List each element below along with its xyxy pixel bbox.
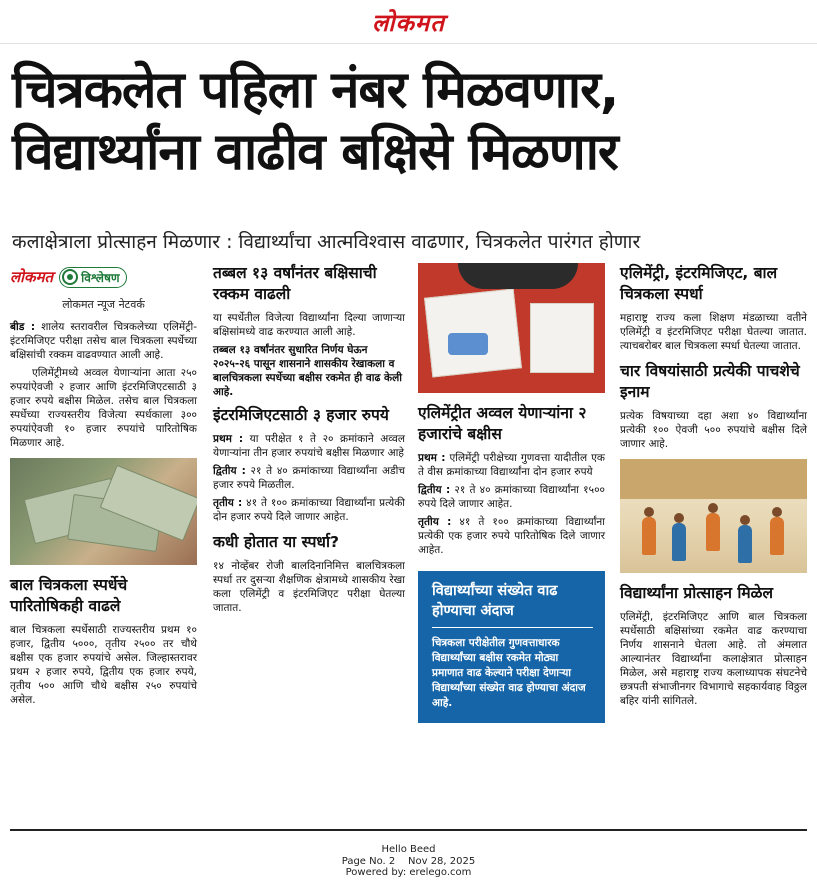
page-info (0, 856, 817, 868)
intro-text: शालेय स्तरावरील चित्रकलेच्या एलिमेंट्री-इंटरमिजिएट परीक्षा तसेच बाल चित्रकला स्पर्धेच्या बक्षिसांची रक्कम वाढवण्यात आली आहे. (10, 321, 198, 361)
page-number: Page No. 2 (341, 855, 396, 867)
powered-by: Powered by: erelego.com (345, 867, 472, 878)
article-body (620, 610, 807, 708)
section-heading: एलिमेंट्रीत अव्वल येणाऱ्यांना २ हजारांचे बक्षीस (418, 404, 587, 443)
prize-first (213, 432, 405, 460)
analysis-badge-label: विश्लेषण (81, 270, 120, 285)
section-heading: एलिमेंट्री, इंटरमिजिएट, बाल चित्रकला स्पर्धा (620, 264, 778, 303)
prize-third (213, 496, 405, 524)
badge-icon (62, 269, 78, 285)
paragraph: या स्पर्धेतील विजेत्या विद्यार्थ्यांना दिल्या जाणाऱ्या बक्षिसांमध्ये वाढ करण्यात आली आहे. (213, 312, 405, 338)
prize-first (418, 451, 605, 479)
paragraph: महाराष्ट्र राज्य कला शिक्षण मंडळाच्या वतीने एलिमेंट्री व इंटरमिजिएट परीक्षा घेतल्या जातात. त्याचबरोबर बाल चित्रकला स्पर्धा घेतल्या जातात. (620, 312, 807, 352)
child-figure (642, 517, 656, 555)
article-body (213, 559, 405, 615)
subheadline: कलाक्षेत्राला प्रोत्साहन मिळणार : विद्यार्थ्यांचा आत्मविश्वास वाढणार, चित्रकलेत पारंगत होणार (12, 231, 641, 253)
prize-text: एलिमेंट्री परीक्षेच्या गुणवत्ता यादीतील एक ते वीस क्रमांकाच्या विद्यार्थ्यांना दोन हजार रुपये (418, 452, 605, 478)
paragraph: एलिमेंट्री, इंटरमिजिएट आणि बाल चित्रकला स्पर्धेसाठी बक्षिसांच्या रकमेत वाढ करण्याचा निर्णय शासनाने घेतला आहे. तो अंमलात आल्यानंतर विद्यार्थ्यांना कलाक्षेत्रात प्रोत्साहन मिळेल, असे महाराष्ट्र राज्य कलाध्यापक संघटनेचे छत्रपती संभाजीनगर विभागाचे सहकार्यवाह विठ्ठल बहिर यांनी सांगितले. (620, 611, 807, 707)
prize-label: तृतीय : (418, 516, 452, 528)
article-body (213, 311, 405, 339)
masthead (0, 0, 817, 44)
article-body (620, 311, 807, 353)
column-3 (418, 263, 605, 723)
prize-second (213, 464, 405, 492)
info-box-text: चित्रकला परीक्षेतील गुणवत्ताधारक विद्यार्थ्यांच्या बक्षीस रकमेत मोठ्या प्रमाणात वाढ केल्याने परीक्षा देणाऱ्या विद्यार्थ्यांच्या संख्येत वाढ होण्याचा अंदाज आहे. (432, 637, 586, 709)
section-heading: कधी होतात या स्पर्धा? (213, 533, 339, 551)
currency-photo (10, 458, 197, 565)
dateline: बीड : (10, 321, 36, 333)
child-silhouette (458, 263, 578, 289)
section-heading: इंटरमिजिएटसाठी ३ हजार रुपये (213, 406, 389, 424)
paragraph: बाल चित्रकला स्पर्धेसाठी राज्यस्तरीय प्रथम १० हजार, द्वितीय ५०००, तृतीय २५०० तर चौथे बक्षीस एक हजार रुपयांचे असेल. जिल्हास्तरावर प्रथम २ हजार रुपये, द्वितीय एक हजार रुपये, तृतीय ५०० आणि चौथे बक्षीस २५० रुपयांचे असेल. (10, 624, 197, 706)
prize-label: तृतीय : (213, 497, 243, 509)
prize-second (418, 483, 605, 511)
analysis-badge (59, 267, 126, 288)
prize-label: द्वितीय : (418, 484, 451, 496)
intro-paragraph (10, 320, 197, 362)
children-painting-photo (418, 263, 605, 393)
school-building (620, 459, 807, 499)
child-figure (672, 523, 686, 561)
article-body (213, 432, 405, 524)
section-heading: विद्यार्थ्यांना प्रोत्साहन मिळेल (620, 584, 773, 602)
column-1 (10, 263, 197, 711)
headline (12, 60, 807, 184)
lokmat-small-logo: लोकमत (10, 268, 54, 286)
brand-strip (10, 263, 197, 291)
byline: लोकमत न्यूज नेटवर्क (62, 298, 145, 311)
section-heading: बाल चित्रकला स्पर्धेचे पारितोषिकही वाढले (10, 576, 128, 615)
child-figure (738, 525, 752, 563)
column-2 (213, 263, 405, 619)
headline-line-2: विद्यार्थ्यांना वाढीव बक्षिसे मिळणार (12, 123, 618, 182)
school-children-illustration (620, 459, 807, 573)
prize-text: २१ ते ४० क्रमांकाच्या विद्यार्थ्यांना अडीच हजार रुपये मिळतील. (213, 465, 406, 491)
info-box-divider (432, 627, 593, 628)
info-box-title: विद्यार्थ्यांच्या संख्येत वाढ होण्याचा अंदाज (432, 583, 558, 619)
paragraph: एलिमेंट्रीमध्ये अव्वल येणाऱ्यांना आता २५० रुपयांऐवजी २ हजार आणि इंटरमिजिएटसाठी ३ हजार रुपये बक्षीस मिळेल. तसेच बाल चित्रकला स्पर्धेच्या राज्यस्तरीय विजेत्या स्पर्धकाला ३०० रुपयांऐवजी १० हजार रुपयांचे पारितोषिक मिळणार आहे. (10, 367, 197, 449)
paint-palette (448, 333, 488, 355)
publish-date: Nov 28, 2025 (408, 855, 476, 867)
section-heading: चार विषयांसाठी प्रत्येकी पाचशेचे इनाम (620, 362, 800, 401)
article-body (10, 320, 197, 450)
lokmat-logo: लोकमत (372, 8, 445, 37)
paragraph: प्रत्येक विषयाच्या दहा अशा ४० विद्यार्थ्यांना प्रत्येकी १०० ऐवजी ५०० रुपयांचे बक्षीस दिले जाणार आहे. (620, 410, 807, 450)
headline-line-1: चित्रकलेत पहिला नंबर मिळवणार, (12, 61, 619, 120)
column-4 (620, 263, 807, 712)
child-figure (706, 513, 720, 551)
section-heading: तब्बल १३ वर्षांनंतर बक्षिसाची रक्कम वाढली (213, 264, 377, 303)
article-body (620, 409, 807, 451)
prize-label: प्रथम : (213, 433, 244, 445)
info-box (418, 571, 605, 723)
article-body (418, 451, 605, 557)
prize-text: २१ ते ४० क्रमांकाच्या विद्यार्थ्यांना १५०० रुपये दिले जाणार आहेत. (418, 484, 606, 510)
article-body (10, 623, 197, 707)
prize-label: द्वितीय : (213, 465, 246, 477)
bold-paragraph: तब्बल १३ वर्षांनंतर सुधारित निर्णय घेऊन २०२५-२६ पासून शासनाने शासकीय रेखाकला व बालचित्रकला स्पर्धेच्या बक्षीस रकमेत ही वाढ केली आहे. (213, 344, 402, 398)
prize-text: ४१ ते १०० क्रमांकाच्या विद्यार्थ्यांना प्रत्येकी दोन हजार रुपये दिले जाणार आहेत. (213, 497, 406, 523)
edition-name: Hello Beed (381, 844, 436, 855)
prize-third (418, 515, 605, 557)
child-figure (770, 517, 784, 555)
prize-label: प्रथम : (418, 452, 446, 464)
paragraph: १४ नोव्हेंबर रोजी बालदिनानिमित्त बालचित्रकला स्पर्धा तर दुसऱ्या शैक्षणिक क्षेत्रामध्ये शासकीय रेखा कला एलिमेंट्री व इंटरमिजिएट परीक्षा घेतल्या जातात. (213, 560, 405, 614)
page-footer (0, 844, 817, 879)
bottom-rule (10, 829, 807, 831)
prize-text: ४१ ते १०० क्रमांकाच्या विद्यार्थ्यांना प्रत्येकी एक हजार रुपये पारितोषिक दिले जाणार आहेत. (418, 516, 605, 556)
paper-shape (530, 303, 594, 373)
prize-text: या परीक्षेत १ ते २० क्रमांकाने अव्वल येणाऱ्यांना तीन हजार रुपयांचे बक्षीस मिळणार आहे (213, 433, 406, 459)
